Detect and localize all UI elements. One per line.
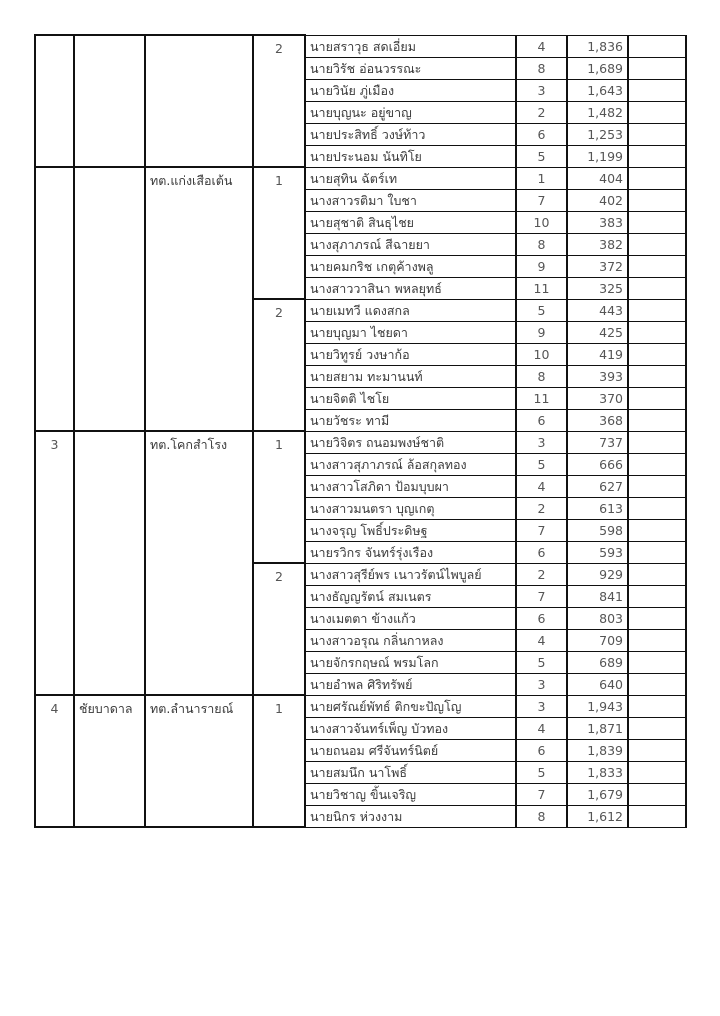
candidate-number-cell: 6 [516, 409, 567, 431]
remark-cell [628, 123, 686, 145]
vote-count-cell: 1,679 [567, 783, 628, 805]
vote-count-cell: 640 [567, 673, 628, 695]
candidate-number-cell: 11 [516, 277, 567, 299]
table-body [35, 35, 686, 827]
candidate-name-cell: นายบุญนะ อยู่ขาญ [305, 101, 516, 123]
candidate-name-cell: นายสมนึก นาโพธิ์ [305, 761, 516, 783]
remark-cell [628, 299, 686, 321]
candidate-number-cell: 8 [516, 233, 567, 255]
remark-cell [628, 761, 686, 783]
municipality-cell: ทต.แก่งเสือเต้น [145, 167, 253, 431]
candidate-name-cell: นายเมทวี แดงสกล [305, 299, 516, 321]
zone-cell: 2 [253, 299, 305, 431]
election-results-table [34, 34, 687, 828]
candidate-number-cell: 6 [516, 541, 567, 563]
candidate-number-cell: 11 [516, 387, 567, 409]
candidate-name-cell: นางสุภาภรณ์ สีฉายยา [305, 233, 516, 255]
candidate-name-cell: นางธัญญรัตน์ สมเนตร [305, 585, 516, 607]
zone-cell: 2 [253, 563, 305, 695]
district-cell [74, 167, 145, 431]
candidate-number-cell: 1 [516, 167, 567, 189]
table-row [35, 431, 686, 453]
vote-count-cell: 593 [567, 541, 628, 563]
municipality-cell: ทต.โคกสำโรง [145, 431, 253, 695]
vote-count-cell: 425 [567, 321, 628, 343]
remark-cell [628, 695, 686, 717]
candidate-name-cell: นายถนอม ศรีจันทร์นิตย์ [305, 739, 516, 761]
vote-count-cell: 382 [567, 233, 628, 255]
remark-cell [628, 233, 686, 255]
candidate-name-cell: นายประสิทธิ์ วงษ์ท้าว [305, 123, 516, 145]
vote-count-cell: 1,689 [567, 57, 628, 79]
district-cell [74, 431, 145, 695]
candidate-name-cell: นายศรัณย์พัทธ์ ติกขะปัญโญ [305, 695, 516, 717]
remark-cell [628, 365, 686, 387]
vote-count-cell: 929 [567, 563, 628, 585]
vote-count-cell: 627 [567, 475, 628, 497]
remark-cell [628, 805, 686, 827]
vote-count-cell: 613 [567, 497, 628, 519]
candidate-number-cell: 6 [516, 607, 567, 629]
remark-cell [628, 519, 686, 541]
vote-count-cell: 1,871 [567, 717, 628, 739]
candidate-name-cell: นายประนอม นันทิโย [305, 145, 516, 167]
remark-cell [628, 35, 686, 57]
remark-cell [628, 409, 686, 431]
candidate-name-cell: นางเมตตา ข้างแก้ว [305, 607, 516, 629]
candidate-name-cell: นายวินัย ภู่เมือง [305, 79, 516, 101]
vote-count-cell: 709 [567, 629, 628, 651]
candidate-name-cell: นางสาวมนตรา บุญเกตุ [305, 497, 516, 519]
vote-count-cell: 383 [567, 211, 628, 233]
candidate-number-cell: 10 [516, 343, 567, 365]
district-cell: ชัยบาดาล [74, 695, 145, 827]
candidate-name-cell: นายวัชระ ทามี [305, 409, 516, 431]
candidate-number-cell: 4 [516, 475, 567, 497]
candidate-name-cell: นางจรุญ โพธิ์ประดิษฐ [305, 519, 516, 541]
candidate-name-cell: นายอำพล ศิริทรัพย์ [305, 673, 516, 695]
candidate-name-cell: นายจิตติ ไชโย [305, 387, 516, 409]
table-row [35, 35, 686, 57]
candidate-name-cell: นายวิชาญ ขิ้นเจริญ [305, 783, 516, 805]
remark-cell [628, 189, 686, 211]
candidate-number-cell: 2 [516, 563, 567, 585]
zone-cell: 1 [253, 695, 305, 827]
remark-cell [628, 717, 686, 739]
zone-cell: 2 [253, 35, 305, 167]
remark-cell [628, 475, 686, 497]
remark-cell [628, 739, 686, 761]
remark-cell [628, 321, 686, 343]
table-row [35, 695, 686, 717]
vote-count-cell: 404 [567, 167, 628, 189]
remark-cell [628, 145, 686, 167]
vote-count-cell: 402 [567, 189, 628, 211]
candidate-name-cell: นางสาววาสินา พหลยุทธ์ [305, 277, 516, 299]
table-row [35, 167, 686, 189]
candidate-number-cell: 9 [516, 255, 567, 277]
vote-count-cell: 841 [567, 585, 628, 607]
candidate-number-cell: 3 [516, 431, 567, 453]
vote-count-cell: 393 [567, 365, 628, 387]
candidate-number-cell: 9 [516, 321, 567, 343]
remark-cell [628, 211, 686, 233]
vote-count-cell: 370 [567, 387, 628, 409]
candidate-number-cell: 10 [516, 211, 567, 233]
row-number-cell [35, 35, 74, 167]
vote-count-cell: 1,199 [567, 145, 628, 167]
remark-cell [628, 167, 686, 189]
candidate-name-cell: นายวิรัช อ่อนวรรณะ [305, 57, 516, 79]
remark-cell [628, 453, 686, 475]
candidate-number-cell: 8 [516, 365, 567, 387]
vote-count-cell: 689 [567, 651, 628, 673]
candidate-number-cell: 6 [516, 123, 567, 145]
candidate-number-cell: 3 [516, 695, 567, 717]
remark-cell [628, 563, 686, 585]
candidate-name-cell: นางสาวสุภาภรณ์ ล้อสกุลทอง [305, 453, 516, 475]
vote-count-cell: 1,943 [567, 695, 628, 717]
remark-cell [628, 673, 686, 695]
vote-count-cell: 666 [567, 453, 628, 475]
candidate-number-cell: 6 [516, 739, 567, 761]
candidate-name-cell: นางสาวอรุณ กลิ่นกาหลง [305, 629, 516, 651]
remark-cell [628, 585, 686, 607]
candidate-name-cell: นายสยาม ทะมานนท์ [305, 365, 516, 387]
candidate-name-cell: นางสาวโสภิดา ป้อมบุบผา [305, 475, 516, 497]
remark-cell [628, 783, 686, 805]
vote-count-cell: 419 [567, 343, 628, 365]
candidate-name-cell: นายรวิกร จันทร์รุ่งเรือง [305, 541, 516, 563]
candidate-name-cell: นางสาวรติมา ใบชา [305, 189, 516, 211]
candidate-name-cell: นายวิจิตร ถนอมพงษ์ชาติ [305, 431, 516, 453]
candidate-number-cell: 2 [516, 497, 567, 519]
row-number-cell: 4 [35, 695, 74, 827]
district-cell [74, 35, 145, 167]
candidate-name-cell: นายสุชาติ สินธุไชย [305, 211, 516, 233]
remark-cell [628, 629, 686, 651]
candidate-number-cell: 5 [516, 299, 567, 321]
remark-cell [628, 57, 686, 79]
candidate-number-cell: 7 [516, 189, 567, 211]
vote-count-cell: 1,833 [567, 761, 628, 783]
vote-count-cell: 1,482 [567, 101, 628, 123]
remark-cell [628, 343, 686, 365]
candidate-name-cell: นายจักรกฤษณ์ พรมโลก [305, 651, 516, 673]
remark-cell [628, 651, 686, 673]
vote-count-cell: 803 [567, 607, 628, 629]
row-number-cell: 3 [35, 431, 74, 695]
remark-cell [628, 255, 686, 277]
candidate-number-cell: 7 [516, 783, 567, 805]
candidate-number-cell: 5 [516, 453, 567, 475]
candidate-number-cell: 4 [516, 35, 567, 57]
candidate-number-cell: 8 [516, 805, 567, 827]
candidate-name-cell: นางสาวจันทร์เพ็ญ บัวทอง [305, 717, 516, 739]
municipality-cell [145, 35, 253, 167]
candidate-name-cell: นายสุทิน ฉัตร์เท [305, 167, 516, 189]
remark-cell [628, 387, 686, 409]
vote-count-cell: 372 [567, 255, 628, 277]
candidate-number-cell: 3 [516, 673, 567, 695]
candidate-number-cell: 4 [516, 717, 567, 739]
vote-count-cell: 443 [567, 299, 628, 321]
candidate-name-cell: นางสาวสุรีย์พร เนาวรัตน์ไพบูลย์ [305, 563, 516, 585]
vote-count-cell: 1,839 [567, 739, 628, 761]
candidate-number-cell: 4 [516, 629, 567, 651]
zone-cell: 1 [253, 431, 305, 563]
candidate-number-cell: 5 [516, 761, 567, 783]
candidate-number-cell: 7 [516, 585, 567, 607]
vote-count-cell: 1,643 [567, 79, 628, 101]
vote-count-cell: 598 [567, 519, 628, 541]
remark-cell [628, 607, 686, 629]
remark-cell [628, 431, 686, 453]
remark-cell [628, 101, 686, 123]
candidate-number-cell: 7 [516, 519, 567, 541]
vote-count-cell: 368 [567, 409, 628, 431]
vote-count-cell: 737 [567, 431, 628, 453]
candidate-name-cell: นายนิกร ห่วงงาม [305, 805, 516, 827]
candidate-number-cell: 5 [516, 145, 567, 167]
remark-cell [628, 79, 686, 101]
municipality-cell: ทต.ลำนารายณ์ [145, 695, 253, 827]
candidate-name-cell: นายสราวุธ สดเอี่ยม [305, 35, 516, 57]
vote-count-cell: 1,253 [567, 123, 628, 145]
remark-cell [628, 277, 686, 299]
remark-cell [628, 541, 686, 563]
row-number-cell [35, 167, 74, 431]
remark-cell [628, 497, 686, 519]
vote-count-cell: 325 [567, 277, 628, 299]
candidate-name-cell: นายบุญมา ไชยดา [305, 321, 516, 343]
vote-count-cell: 1,836 [567, 35, 628, 57]
candidate-number-cell: 3 [516, 79, 567, 101]
candidate-number-cell: 5 [516, 651, 567, 673]
vote-count-cell: 1,612 [567, 805, 628, 827]
zone-cell: 1 [253, 167, 305, 299]
candidate-number-cell: 8 [516, 57, 567, 79]
candidate-name-cell: นายคมกริช เกตุค้างพลู [305, 255, 516, 277]
candidate-name-cell: นายวิทูรย์ วงษาก้อ [305, 343, 516, 365]
candidate-number-cell: 2 [516, 101, 567, 123]
